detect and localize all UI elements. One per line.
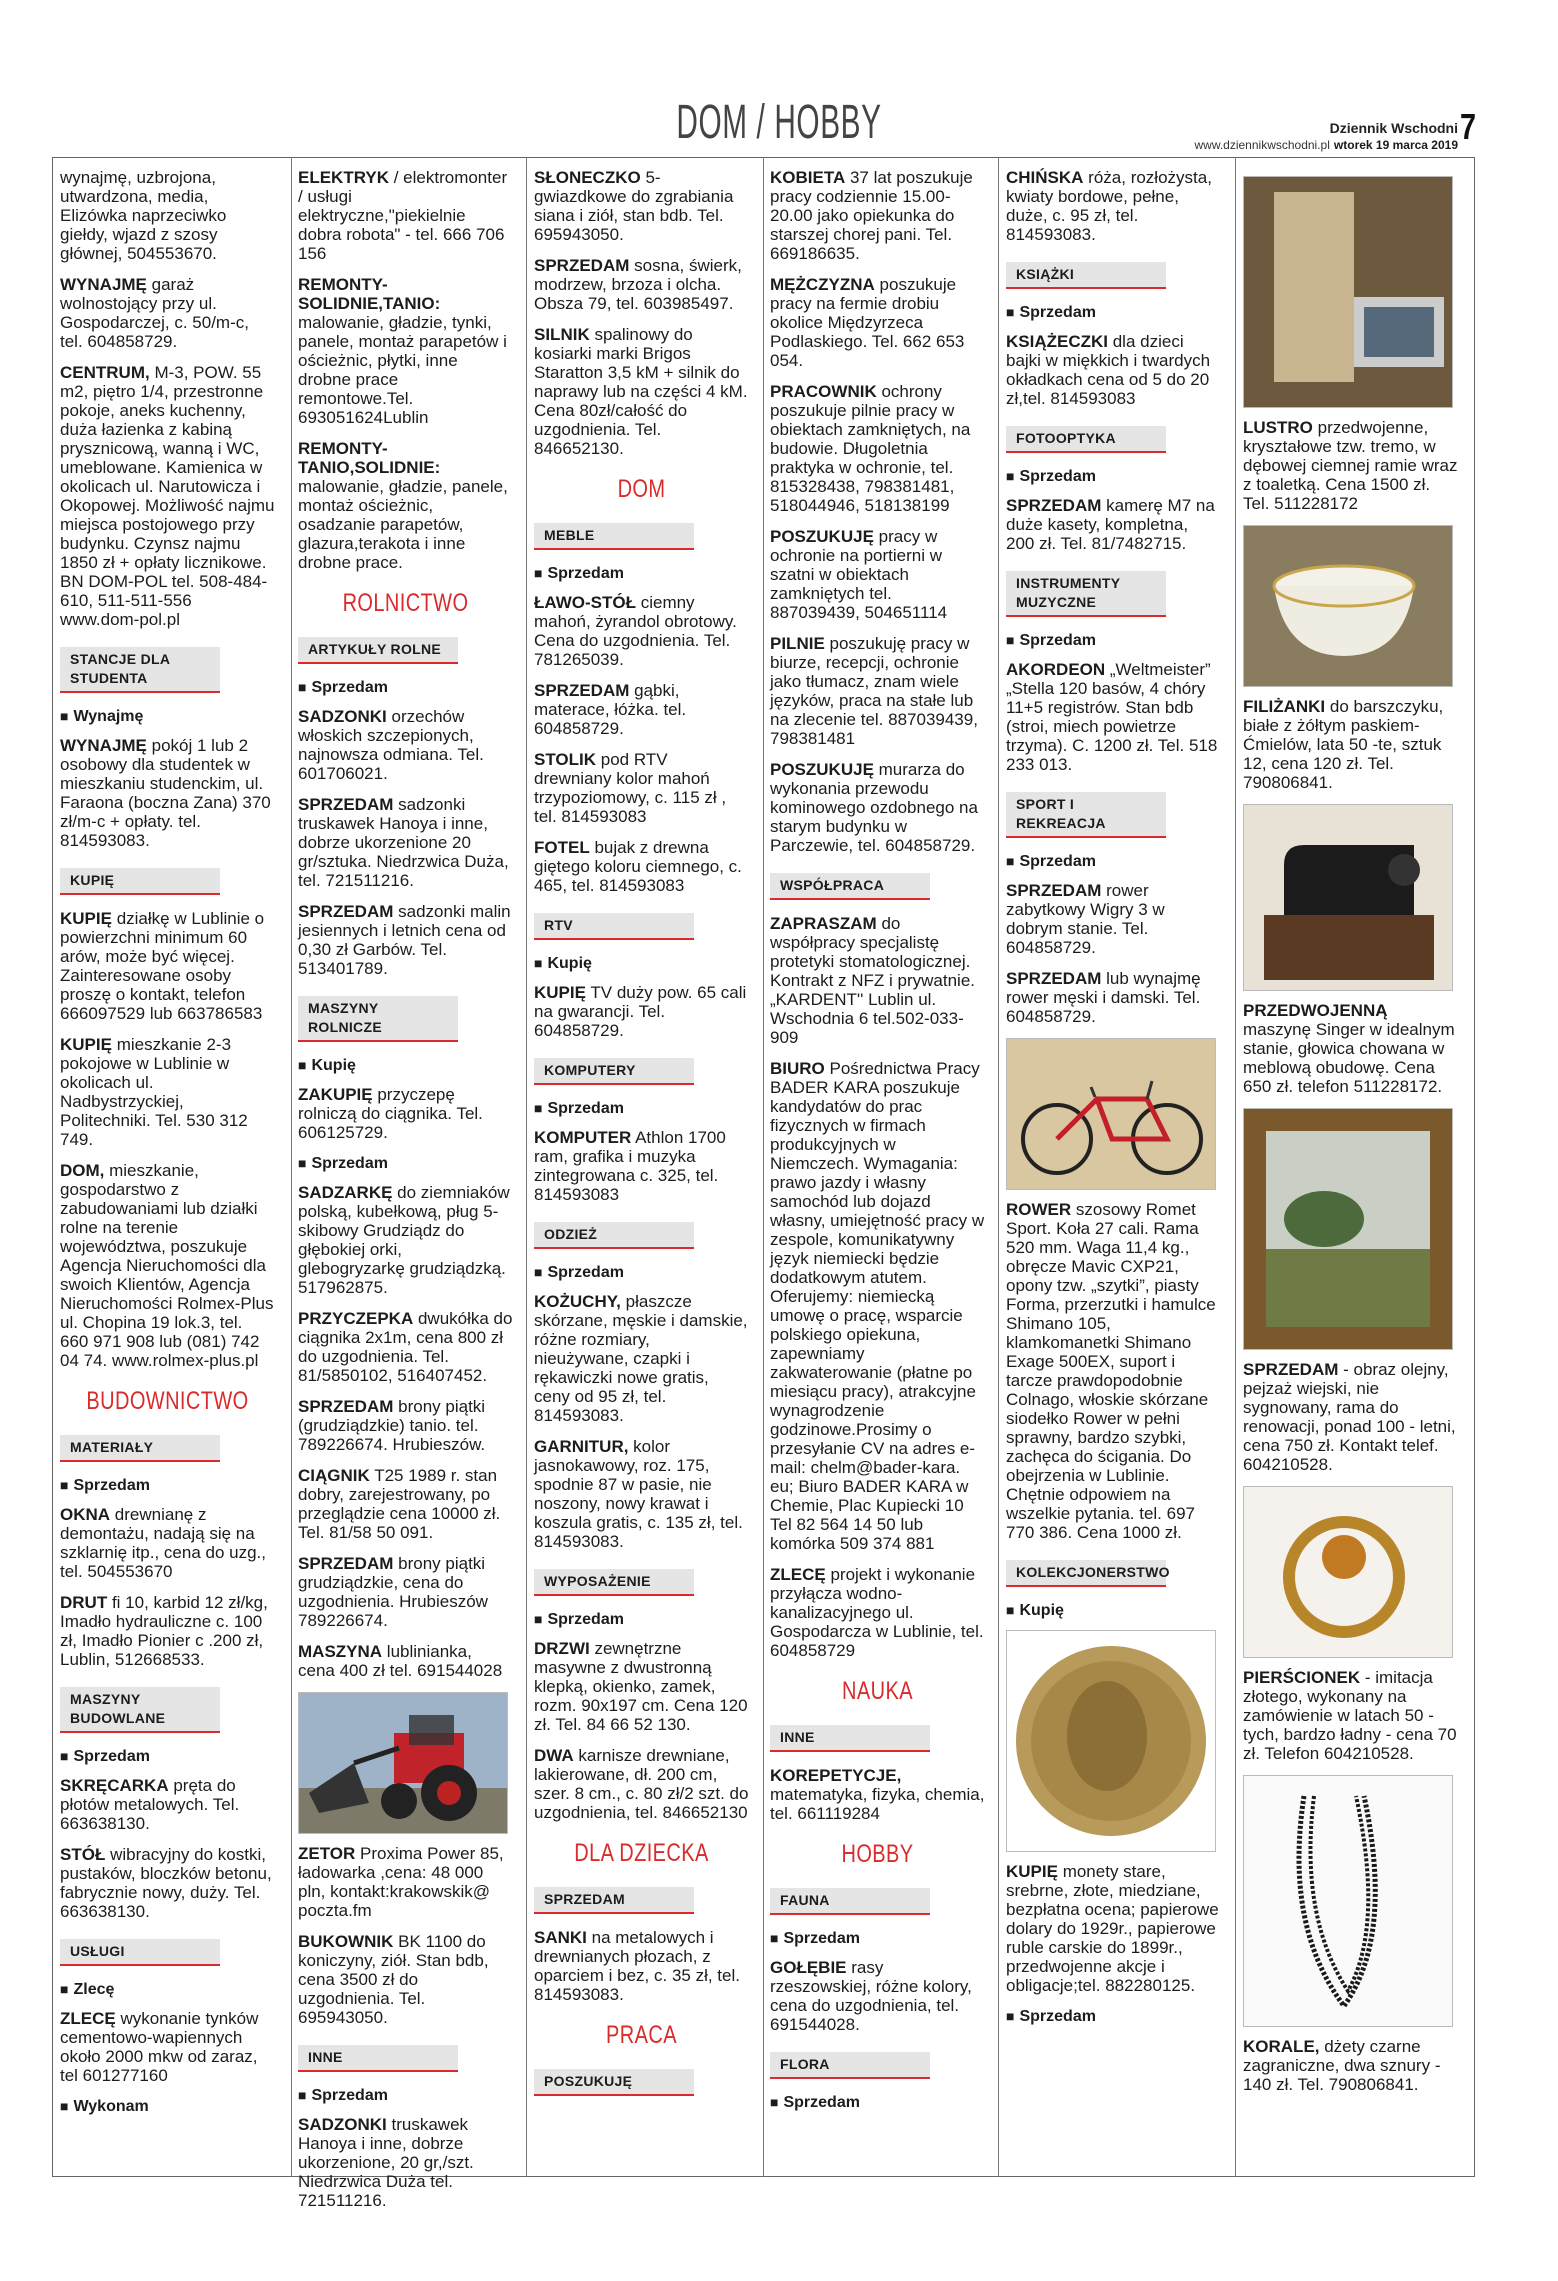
ad-item: DRZWI zewnętrzne masywne z dwustronną klepką, okienko, zamek, rozm. 90x197 cm. Cena 120 zł. Tel. 84 66 52 130. [534, 1639, 748, 1734]
ad-item: SPRZEDAM gąbki, materace, łóżka. tel. 604858729. [534, 681, 687, 738]
subcategory-label: ■ Sprzedam [770, 1929, 985, 1948]
subcategory-label: ■ Sprzedam [60, 1747, 275, 1766]
category-header: SPRZEDAM [534, 1887, 694, 1914]
rubric-title: ROLNICTWO [342, 589, 469, 617]
category-header: MASZYNY ROLNICZE [298, 996, 458, 1042]
ad-item: SADZARKĘ do ziemniaków polską, kubełkową, pług 5-skibowy Grudziądz do głębokiej orki, glebogryzarkę grudziądzką. 517962875. [298, 1183, 510, 1297]
subcategory-label: ■ Sprzedam [534, 564, 749, 583]
column-divider [1235, 157, 1236, 2177]
category-header: WSPÓŁPRACA [770, 873, 930, 900]
painting-photo [1243, 1108, 1453, 1350]
rubric-title: DOM [617, 475, 666, 503]
category-header: STANCJE DLA STUDENTA [60, 647, 220, 693]
subcategory-label: ■ Sprzedam [1006, 631, 1221, 650]
ad-item: ZETOR Proxima Power 85, ładowarka ,cena: 48 000 pln, kontakt:krakowskik@ poczta.fm [298, 1844, 504, 1920]
column-divider [526, 157, 527, 2177]
subcategory-label: ■ Sprzedam [534, 1099, 749, 1118]
ad-item: STÓŁ wibracyjny do kostki, pustaków, bloczków betonu, fabrycznie nowy, duży. Tel. 663638130. [60, 1845, 272, 1921]
ad-item: SŁONECZKO 5-gwiazdkowe do zgrabiania siana i ziół, stan bdb. Tel. 695943050. [534, 168, 734, 244]
rubric-title: DLA DZIECKA [574, 1839, 709, 1867]
cup-photo [1243, 525, 1453, 687]
category-header: INNE [770, 1725, 930, 1752]
ad-item: ROWER szosowy Romet Sport. Koła 27 cali. Rama 520 mm. Waga 11,4 kg., obręcze Mavic CXP21, opony tzw. „szytki”, piasty Forma, przerzutki i hamulce Shimano 105, klamkomanetki Shimano Exage 500EX, suport i tarcze prawdopodobnie Colnago, włoskie skórzane siodełko Rower w pełni sprawny, bardzo szybki, zachęca do ścigania. Do obejrzenia w Lublinie. Chętnie odpowiem na wszelkie pytania. tel. 697 770 386. Cena 1000 zł. [1006, 1200, 1216, 1542]
brand-name: Dziennik Wschodni [1329, 120, 1458, 136]
category-header: KOLEKCJONERSTWO [1006, 1560, 1166, 1587]
category-header: FOTOOPTYKA [1006, 426, 1166, 453]
ad-item: OKNA drewnianę z demontażu, nadają się na szklarnię itp., cena do uzg., tel. 504553670 [60, 1505, 267, 1581]
ad-item: GOŁĘBIE rasy rzeszowskiej, różne kolory, cena do uzgodnienia, tel. 691544028. [770, 1958, 972, 2034]
ad-item: LUSTRO przedwojenne, kryształowe tzw. tremo, w dębowej ciemnej ramie wraz z toaletką. Cena 1500 zł. Tel. 511228172 [1243, 418, 1458, 513]
category-header: WYPOSAŻENIE [534, 1569, 694, 1596]
category-header: MEBLE [534, 523, 694, 550]
ad-item: SILNIK spalinowy do kosiarki marki Brigos Staratton 3,5 kM + silnik do naprawy lub na części 4 kM. Cena 80zł/całość do uzgodnienia. Tel. 846652130. [534, 325, 748, 458]
rubric-title: PRACA [606, 2021, 677, 2049]
subcategory-label: ■ Sprzedam [1006, 852, 1221, 871]
category-header: KSIĄŻKI [1006, 262, 1166, 289]
issue-date: wtorek 19 marca 2019 [1333, 138, 1458, 152]
subcategory-label: ■ Wynajmę [60, 707, 275, 726]
category-header: KUPIĘ [60, 868, 220, 895]
category-header: INNE [298, 2045, 458, 2072]
ring-photo [1243, 1486, 1453, 1658]
category-header: MATERIAŁY [60, 1435, 220, 1462]
ad-item: SADZONKI orzechów włoskich szczepionych, najnowsza odmiana. Tel. 601706021. [298, 707, 484, 783]
category-header: FAUNA [770, 1888, 930, 1915]
subcategory-label: ■ Sprzedam [1006, 2007, 1221, 2026]
ad-item: REMONTY-TANIO,SOLIDNIE: malowanie, gładzie, panele, montaż ościeżnic, osadzanie parapetów, glazura,terakota i inne drobne prace. [298, 439, 508, 572]
ad-item: ZAKUPIĘ przyczepę rolniczą do ciągnika. Tel. 606125729. [298, 1085, 483, 1142]
subcategory-label: ■ Kupię [534, 954, 749, 973]
rubric-title: NAUKA [842, 1677, 913, 1705]
ad-item: CHIŃSKA róża, rozłożysta, kwiaty bordowe, pełne, duże, c. 95 zł, tel. 814593083. [1006, 168, 1212, 244]
category-header: MASZYNY BUDOWLANE [60, 1687, 220, 1733]
ad-item: BUKOWNIK BK 1100 do koniczyny, ziół. Stan bdb, cena 3500 zł do uzgodnienia. Tel. 695943050. [298, 1932, 489, 2027]
sewing-machine-photo [1243, 804, 1453, 991]
rubric-title: HOBBY [841, 1840, 914, 1868]
ad-item: KOMPUTER Athlon 1700 ram, grafika i muzyka zintegrowana c. 325, tel. 814593083 [534, 1128, 726, 1204]
ad-item: SPRZEDAM sadzonki malin jesiennych i letnich cena od 0,30 zł Garbów. Tel. 513401789. [298, 902, 511, 978]
ad-item: POSZUKUJĘ pracy w ochronie na portierni w szatni w obiektach zamkniętych tel. 887039439, 504651114 [770, 527, 948, 622]
ad-item: GARNITUR, kolor jasnokawowy, roz. 175, spodnie 87 w pasie, nie noszony, nowy krawat i koszula gratis, c. 135 zł, tel. 814593083. [534, 1437, 743, 1551]
ad-item: KOŻUCHY, płaszcze skórzane, męskie i damskie, różne rozmiary, nieużywane, czapki i rękawiczki nowe gratis, ceny od 95 zł, tel. 814593083. [534, 1292, 748, 1425]
column-5 [1006, 168, 1221, 2168]
ad-item: SPRZEDAM sosna, świerk, modrzew, brzoza i olcha. Obsza 79, tel. 603985497. [534, 256, 742, 313]
ad-item: FOTEL bujak z drewna giętego koloru ciemnego, c. 465, tel. 814593083 [534, 838, 742, 895]
ad-item: ZLECĘ projekt i wykonanie przyłącza wodno-kanalizacyjnego ul. Gospodarcza w Lublinie, tel. 604858729 [770, 1565, 984, 1660]
ad-item: PRACOWNIK ochrony poszukuje pilnie pracy w obiektach zamkniętych, na budowie. Długoletnia praktyka w ochronie, tel. 815328438, 798381481, 518044946, 518138199 [770, 382, 971, 515]
column-divider [763, 157, 764, 2177]
tractor-photo [298, 1692, 508, 1834]
category-header: POSZUKUJĘ [534, 2069, 694, 2096]
column-2 [298, 168, 513, 2210]
ad-item: KSIĄŻECZKI dla dzieci bajki w miękkich i twardych okładkach cena od 5 do 20 zł,tel. 814593083 [1006, 332, 1211, 408]
ad-item: KUPIĘ TV duży pow. 65 cali na gwarancji. Tel. 604858729. [534, 983, 747, 1040]
subcategory-label: ■ Sprzedam [298, 1154, 513, 1173]
ad-item: CIĄGNIK T25 1989 r. stan dobry, zarejestrowany, po przeglądzie cena 10000 zł. Tel. 81/58 50 091. [298, 1466, 501, 1542]
ad-item: MASZYNA lublinianka, cena 400 zł tel. 691544028 [298, 1642, 503, 1680]
ad-item: KUPIĘ monety stare, srebrne, złote, miedziane, bezpłatna ocena; papierowe dolary do 1929r., papierowe ruble carskie do 1899r., przedwojenne akcje i obligacje;tel. 882280125. [1006, 1862, 1219, 1995]
ad-item: SPRZEDAM rower zabytkowy Wigry 3 w dobrym stanie. Tel. 604858729. [1006, 881, 1165, 957]
rubric-title: BUDOWNICTWO [86, 1387, 249, 1415]
coin-photo [1006, 1630, 1216, 1852]
subcategory-label: ■ Kupię [1006, 1601, 1221, 1620]
ad-item: SANKI na metalowych i drewnianych płozach, z oparciem i bez, c. 35 zł, tel. 814593083. [534, 1928, 740, 2004]
subcategory-label: ■ Wykonam [60, 2097, 275, 2116]
ad-item: WYNAJMĘ pokój 1 lub 2 osobowy dla studentek w mieszkaniu studenckim, ul. Faraona (boczna Zana) 370 zł/m-c + opłaty. tel. 814593083. [60, 736, 271, 850]
ad-item: SPRZEDAM kamerę M7 na duże kasety, kompletna, 200 zł. Tel. 81/7482715. [1006, 496, 1215, 553]
subcategory-label: ■ Sprzedam [534, 1610, 749, 1629]
ad-item: SPRZEDAM sadzonki truskawek Hanoya i inne, dobrze ukorzenione 20 gr/sztuka. Niedrzwica Duża, tel. 721511216. [298, 795, 509, 890]
ad-item: AKORDEON „Weltmeister” „Stella 120 basów, 4 chóry 11+5 registrów. Stan bdb (stroi, miech powietrze trzyma). C. 1200 zł. Tel. 518 233 013. [1006, 660, 1218, 774]
section-title: DOM / HOBBY [676, 96, 882, 149]
ad-item: DWA karnisze drewniane, lakierowane, dł. 200 cm, szer. 8 cm., c. 80 zł/2 szt. do uzgodnienia, tel. 846652130 [534, 1746, 749, 1822]
category-header: INSTRUMENTY MUZYCZNE [1006, 571, 1166, 617]
subcategory-label: ■ Zlecę [60, 1980, 275, 1999]
ad-item: SPRZEDAM brony piątki grudziądzkie, cena do uzgodnienia. Hrubieszów 789226674. [298, 1554, 488, 1630]
ad-item: PRZYCZEPKA dwukółka do ciągnika 2x1m, cena 800 zł do uzgodnienia. Tel. 81/5850102, 516407452. [298, 1309, 513, 1385]
ad-item: DRUT fi 10, karbid 12 zł/kg, Imadło hydrauliczne c. 100 zł, Imadło Pionier c .200 zł, Lublin, 512668533. [60, 1593, 268, 1669]
ad-item: KUPIĘ mieszkanie 2-3 pokojowe w Lublinie w okolicach ul. Nadbystrzyckiej, Politechniki. Tel. 530 312 749. [60, 1035, 248, 1149]
subcategory-label: ■ Sprzedam [534, 1263, 749, 1282]
category-header: ODZIEŻ [534, 1222, 694, 1249]
ad-item: REMONTY-SOLIDNIE,TANIO: malowanie, gładzie, tynki, panele, montaż parapetów i ościeżnic, płytki, inne drobne prace remontowe.Tel. 693051624Lublin [298, 275, 507, 427]
ad-item: KOBIETA 37 lat poszukuje pracy codziennie 15.00-20.00 jako opiekunka do starszej chorej pani. Tel. 669186635. [770, 168, 973, 263]
column-6 [1243, 168, 1458, 2168]
necklace-photo [1243, 1775, 1453, 2027]
category-header: RTV [534, 913, 694, 940]
ad-item: WYNAJMĘ garaż wolnostojący przy ul. Gospodarczej, c. 50/m-c, tel. 604858729. [60, 275, 249, 351]
subcategory-label: ■ Sprzedam [770, 2093, 985, 2112]
ad-item: ŁAWO-STÓŁ ciemny mahoń, żyrandol obrotowy. Cena do uzgodnienia. Tel. 781265039. [534, 593, 737, 669]
publication-info [1195, 120, 1459, 153]
category-header: SPORT I REKREACJA [1006, 792, 1166, 838]
column-3 [534, 168, 749, 2168]
subcategory-label: ■ Sprzedam [1006, 303, 1221, 322]
ad-item: BIURO Pośrednictwa Pracy BADER KARA poszukuje kandydatów do prac fizycznych w firmach produkcyjnych w Niemczech. Wymagania: prawo jazdy i własny samochód lub dojazd własny, umiejętność pracy w zespole, komunikatywny język niemiecki będzie dodatkowym atutem. Oferujemy: niemiecką umowę o pracę, wsparcie polskiego opiekuna, zapewniamy zakwaterowanie (płatne po miesiącu pracy), atrakcyjne wynagrodzenie godzinowe.Prosimy o przesyłanie CV na adres e-mail: chelm@bader-kara. eu; Biuro BADER KARA w Chemie, Plac Kupiecki 10 Tel 82 564 14 50 lub komórka 509 374 881 [770, 1059, 985, 1553]
ad-item: DOM, mieszkanie, gospodarstwo z zabudowaniami lub działki rolne na terenie województwa, poszukuje Agencja Nieruchomości dla swoich Klientów, Agencja Nieruchomości Rolmex-Plus ul. Chopina 19 lok.3, tel. 660 971 908 lub (081) 742 04 74. www.rolmex-plus.pl [60, 1161, 274, 1370]
subcategory-label: ■ Sprzedam [1006, 467, 1221, 486]
category-header: USŁUGI [60, 1939, 220, 1966]
ad-item: KUPIĘ działkę w Lublinie o powierzchni minimum 60 arów, może być więcej. Zainteresowane osoby proszę o kontakt, telefon 666097529 lub 663786583 [60, 909, 265, 1023]
subcategory-label: ■ Sprzedam [60, 1476, 275, 1495]
ad-item: ZAPRASZAM do współpracy specjalistę protetyki stomatologicznej. Kontrakt z NFZ i prywatnie. „KARDENT'' Lublin ul. Wschodnia 6 tel.502-033-909 [770, 914, 976, 1047]
ad-item: POSZUKUJĘ murarza do wykonania przewodu kominowego ozdobnego na starym budynku w Parczewie, tel. 604858729. [770, 760, 978, 855]
category-header: FLORA [770, 2052, 930, 2079]
subcategory-label: ■ Sprzedam [298, 678, 513, 697]
ad-item: SPRZEDAM lub wynajmę rower męski i damski. Tel. 604858729. [1006, 969, 1201, 1026]
ad-item: KORALE, dżety czarne zagraniczne, dwa sznury - 140 zł. Tel. 790806841. [1243, 2037, 1441, 2094]
ad-item: PIERŚCIONEK - imitacja złotego, wykonany na zamówienie w latach 50 -tych, bardzo ładny - cena 70 zł. Telefon 604210528. [1243, 1668, 1457, 1763]
subcategory-label: ■ Sprzedam [298, 2086, 513, 2105]
column-divider [291, 157, 292, 2177]
ad-item: MĘŻCZYZNA poszukuje pracy na fermie drobiu okolice Międzyrzeca Podlaskiego. Tel. 662 653 054. [770, 275, 965, 370]
category-header: KOMPUTERY [534, 1058, 694, 1085]
ad-item: wynajmę, uzbrojona, utwardzona, media, Elizówka naprzeciwko giełdy, wjazd z szosy głównej, 504553670. [60, 168, 227, 263]
ad-item: ZLECĘ wykonanie tynków cementowo-wapiennych około 2000 mkw od zaraz, tel 601277160 [60, 2009, 259, 2085]
column-4 [770, 168, 985, 2168]
column-divider [998, 157, 999, 2177]
ad-item: KOREPETYCJE, matematyka, fizyka, chemia, tel. 661119284 [770, 1766, 985, 1823]
ad-item: STOLIK pod RTV drewniany kolor mahoń trzypoziomowy, c. 115 zł , tel. 814593083 [534, 750, 727, 826]
mirror-photo [1243, 176, 1453, 408]
ad-item: PRZEDWOJENNĄ maszynę Singer w idealnym stanie, głowica chowana w meblową obudowę. Cena 650 zł. telefon 511228172. [1243, 1001, 1455, 1096]
ad-item: SPRZEDAM brony piątki (grudziądzkie) tanio. tel. 789226674. Hrubieszów. [298, 1397, 486, 1454]
page-number: 7 [1459, 106, 1476, 147]
subcategory-label: ■ Kupię [298, 1056, 513, 1075]
ad-item: PILNIE poszukuję pracy w biurze, recepcji, ochronie jako tłumacz, znam wiele języków, praca na stałe lub na zlecenie tel. 887039439, 798381481 [770, 634, 978, 748]
ad-item: SADZONKI truskawek Hanoya i inne, dobrze ukorzenione, 20 gr,/szt. Niedrzwica Duża tel. 721511216. [298, 2115, 474, 2210]
category-header: ARTYKUŁY ROLNE [298, 637, 458, 664]
site-url[interactable]: www.dziennikwschodni.pl [1194, 138, 1330, 152]
ad-item: FILIŻANKI do barszczyku, białe z żółtym paskiem-Ćmielów, lata 50 -te, sztuk 12, cena 120 zł. Tel. 790806841. [1243, 697, 1444, 792]
bicycle-photo [1006, 1038, 1216, 1190]
ad-item: CENTRUM, M-3, POW. 55 m2, piętro 1/4, przestronne pokoje, aneks kuchenny, duża łazienka z kabiną prysznicową, wanną i WC, umeblowane. Kamienica w okolicach ul. Narutowicza i Okopowej. Możliwość najmu miejsca postojowego przy budynku. Czynsz najmu 1850 zł + opłaty licznikowe. BN DOM-POL tel. 508-484-610, 511-511-556 www.dom-pol.pl [60, 363, 275, 629]
ad-item: ELEKTRYK / elektromonter / usługi elektryczne,"piekielnie dobra robota" - tel. 666 706 156 [298, 168, 508, 263]
ad-item: SPRZEDAM - obraz olejny, pejzaż wiejski, nie sygnowany, rama do renowacji, ponad 100 - letni, cena 750 zł. Kontakt telef. 604210528. [1243, 1360, 1456, 1474]
ad-item: SKRĘCARKA pręta do płotów metalowych. Tel. 663638130. [60, 1776, 240, 1833]
column-1 [60, 168, 275, 2168]
